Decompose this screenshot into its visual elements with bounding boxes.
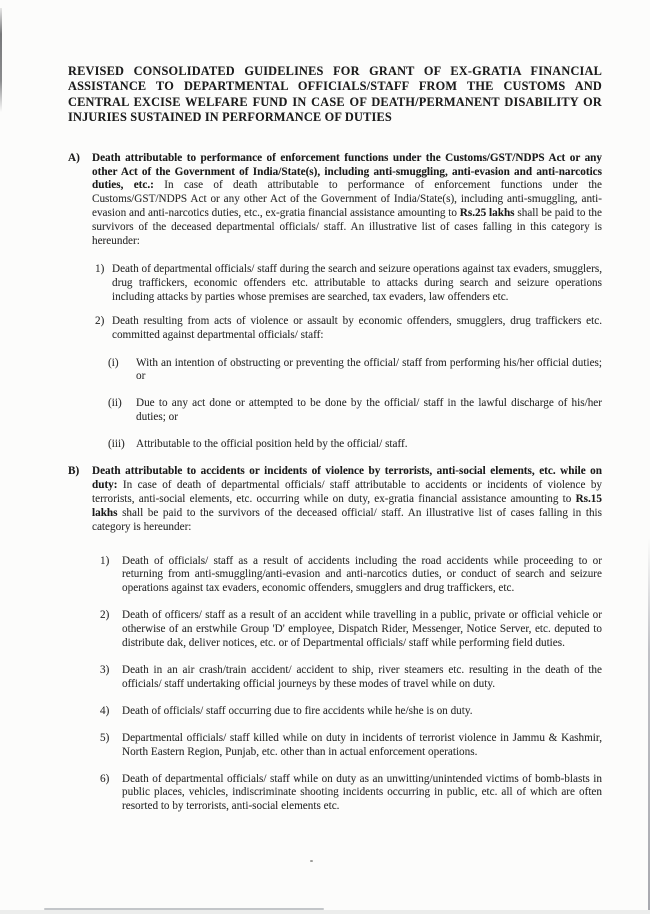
section-a-label: A) [68, 151, 80, 164]
list-item-b3-number: 3) [100, 664, 110, 676]
list-item-a1-number: 1) [95, 262, 105, 275]
section-a-body-2: shall be paid to the survivors of the deceased departmental officials/ staff. An illustrative list of cases falling in this category is hereunder: [92, 207, 602, 248]
section-a-subitem-list [108, 357, 602, 453]
list-item-b4-text: Death of officials/ staff occurring due to fire accidents while he/she is on duty. [122, 704, 473, 717]
list-item-a2-text: Death resulting from acts of violence or assault by economic offenders, smugglers, drug traffickers etc. committed against departmental officials/ staff: [112, 314, 602, 341]
list-item-b5-text: Departmental officials/ staff killed while on duty in incidents of terrorist violence in Jammu & Kashmir, North Eastern Region, Punjab, etc. other than in actual enforcement operations. [122, 731, 602, 758]
section-a-body-1: In case of death attributable to performance of enforcement functions under the Customs/GST/NDPS Act or any other Act of the Government of India/State(s), including anti-smuggling, anti-evasion and anti-narcotics duties, etc., ex-gratia financial assistance amounting to [92, 179, 602, 220]
section-b-paragraph [92, 465, 602, 535]
section-a-heading: Death attributable to performance of enforcement functions under the Customs/GST/NDPS Act or any other Act of the Government of India/State(s), including anti-smuggling, anti-evasion and anti-narcotics duties, etc.: [92, 151, 602, 192]
list-item-a2 [95, 315, 602, 343]
list-item-a2-number: 2) [95, 314, 105, 327]
section-b-item-list [100, 555, 602, 815]
section-b-label: B) [68, 465, 80, 478]
section-b-body-1: In case of death of departmental officials/ staff attributable to accidents or incidents of violence by terrorists, anti-social elements, etc. occurring while on duty, ex-gratia financial assistance amounting to [92, 478, 603, 505]
section-b-body-2: shall be paid to the survivors of the deceased official/ staff. An illustrative list of cases falling in this category is hereunder: [92, 506, 602, 533]
list-item-b4 [100, 705, 602, 719]
list-item-b1-number: 1) [100, 554, 110, 567]
section-b-heading: Death attributable to accidents or incidents of violence by terrorists, anti-social elements, etc. while on duty: [92, 465, 602, 491]
list-subitem-ii [108, 397, 602, 425]
list-item-b6-text: Death of departmental officials/ staff while on duty as an unwitting/unintended victims of bomb-blasts in public places, vehicles, indiscriminate shooting incidents occurring in public, etc. all of which are often resorted to by terrorists, anti-social elements etc. [122, 772, 602, 813]
document-content [68, 64, 602, 827]
list-subitem-iii-text: Attributable to the official position held by the official/ staff. [136, 438, 408, 451]
list-item-b2-number: 2) [100, 609, 110, 622]
list-item-b5 [100, 732, 602, 760]
list-subitem-ii-number: (ii) [108, 397, 122, 410]
section-a-amount: Rs.25 lakhs [459, 207, 515, 220]
section-a-paragraph [92, 152, 602, 249]
page-title: REVISED CONSOLIDATED GUIDELINES FOR GRANT OF EX-GRATIA FINANCIAL ASSISTANCE TO DEPARTMENTAL OFFICIALS/STAFF FROM THE CUSTOMS AND CENTRAL EXCISE WELFARE FUND IN CASE OF DEATH/PERMANENT DISABILITY OR INJURIES SUSTAINED IN PERFORMANCE OF DUTIES [68, 64, 602, 125]
section-a-intro [68, 152, 602, 249]
list-item-b1-text: Death of officials/ staff as a result of accidents including the road accidents while proceeding to or returning from anti-smuggling/anti-evasion and anti-narcotics duties, or conduct of search and seizure operations against tax evaders, economic offenders, smugglers and drug traffickers, etc. [122, 554, 602, 595]
list-subitem-i [108, 357, 602, 385]
list-item-b3 [100, 664, 602, 692]
scan-speck-artifact [310, 860, 313, 862]
scan-edge-bottom-shadow [0, 910, 650, 914]
list-item-b6-number: 6) [100, 772, 110, 785]
list-subitem-iii-number: (iii) [108, 438, 125, 451]
list-subitem-i-text: With an intention of obstructing or preventing the official/ staff from performing his/her official duties; or [136, 356, 602, 383]
list-item-b6 [100, 773, 602, 815]
list-item-b3-text: Death in an air crash/train accident/ accident to ship, river steamers etc. resulting in the death of the officials/ staff undertaking official journeys by these modes of travel while on duty. [122, 664, 602, 690]
section-a-item-list [95, 263, 602, 343]
list-item-b2 [100, 609, 602, 651]
list-subitem-iii [108, 438, 602, 452]
list-item-a1 [95, 263, 602, 305]
list-item-b5-number: 5) [100, 731, 110, 744]
section-b-amount: Rs.15 lakhs [92, 492, 602, 519]
list-item-a1-text: Death of departmental officials/ staff during the search and seizure operations against tax evaders, smugglers, drug traffickers, economic offenders etc. attributable to attacks during search and seizure operations including attacks by parties whose premises are searched, tax evaders, law offenders etc. [112, 262, 602, 303]
list-item-b2-text: Death of officers/ staff as a result of an accident while travelling in a public, private or official vehicle or otherwise of an erstwhile Group 'D' employee, Dispatch Rider, Messenger, Notice Server, etc. deputed to distribute dak, deliver notices, etc. or of Departmental officials/ staff while performing field duties. [122, 609, 602, 650]
list-subitem-i-number: (i) [108, 356, 119, 369]
list-subitem-ii-text: Due to any act done or attempted to be done by the official/ staff in the lawful discharge of his/her duties; or [136, 397, 602, 424]
list-item-b1 [100, 555, 602, 597]
list-item-b4-number: 4) [100, 704, 110, 717]
section-b-intro [68, 465, 602, 535]
scan-edge-left-artifact [0, 8, 2, 112]
